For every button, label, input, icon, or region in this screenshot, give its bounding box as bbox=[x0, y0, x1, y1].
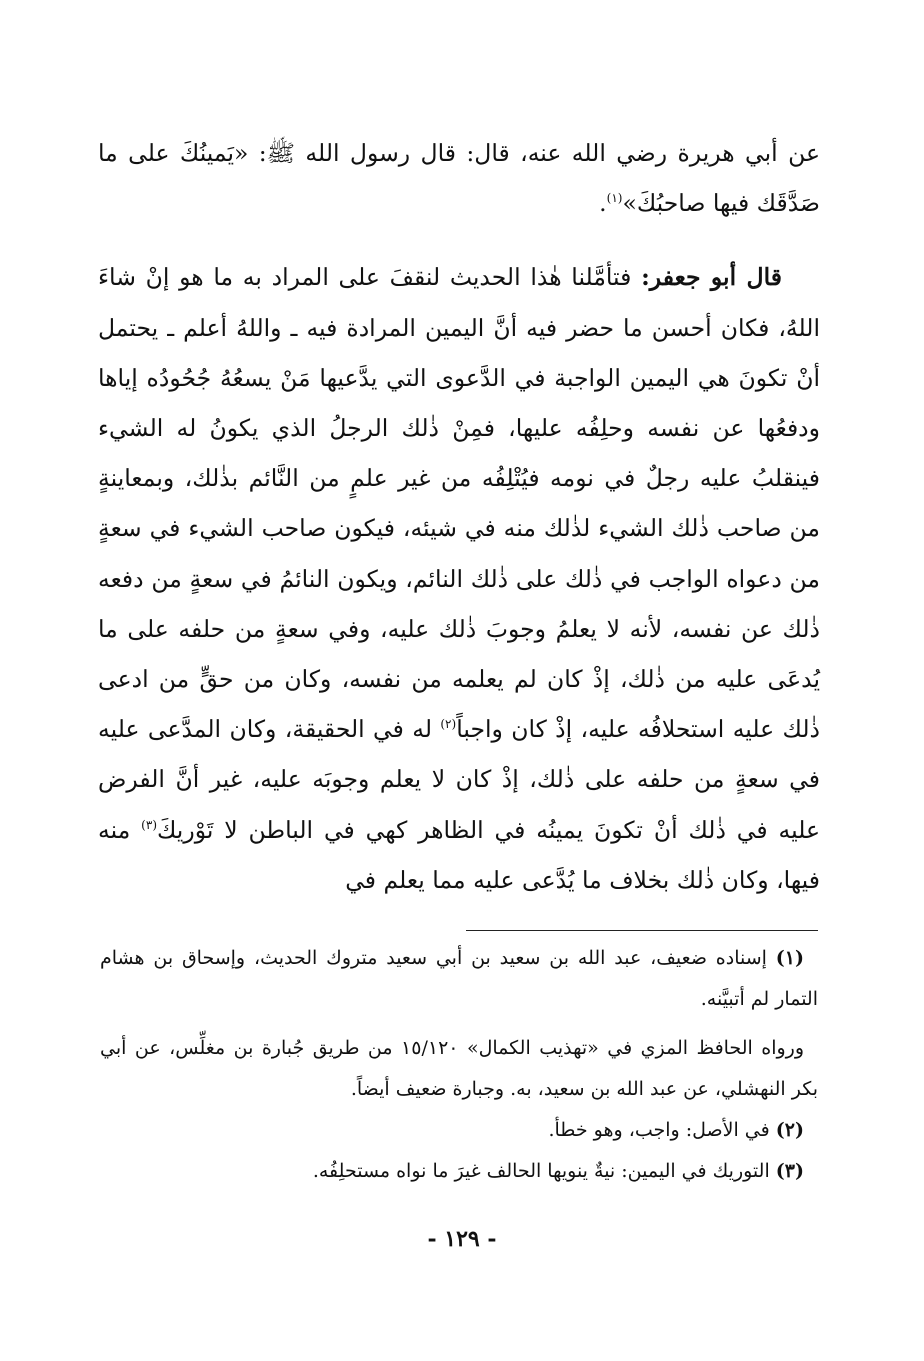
commentary-text-c: منه فيها، وكان ذٰلك بخلاف ما يُدَّعى عليه مما يعلم في bbox=[98, 815, 820, 894]
footnote-ref-3: (٣) bbox=[141, 817, 157, 832]
commentary-paragraph bbox=[98, 252, 820, 905]
footnote-2-text: في الأصل: واجب، وهو خطأ. bbox=[548, 1119, 776, 1141]
footnote-3-text: التوريك في اليمين: نيةٌ ينويها الحالف غيرَ ما نواه مستحلِفُه. bbox=[312, 1160, 776, 1182]
speaker-label: قال أبو جعفر: bbox=[641, 263, 782, 292]
footnote-ref-1: (١) bbox=[606, 191, 623, 206]
footnote-3 bbox=[100, 1151, 818, 1192]
footnote-2 bbox=[100, 1110, 818, 1151]
footnote-1-number: (١) bbox=[775, 947, 804, 969]
footnote-1 bbox=[100, 938, 818, 1020]
footnote-1-text: إسناده ضعيف، عبد الله بن سعيد بن أبي سعيد متروك الحديث، وإسحاق بن هشام التمار لم أتبيَّنه. bbox=[100, 947, 818, 1010]
commentary-text-a: فتأمَّلنا هٰذا الحديث لنقفَ على المراد به ما هو إنْ شاءَ اللهُ، فكان أحسن ما حضر فيه أنَّ اليمين المرادة فيه ـ واللهُ أعلم ـ يحتمل أنْ تكونَ هي اليمين الواجبة في الدَّعوى التي يدَّعيها مَنْ يسعُهُ جُحُودُه إياها ودفعُها عن نفسه وحلِفُه عليها، فمِنْ ذٰلك الرجلُ الذي يكونُ له الشيء فينقلبُ عليه رجلٌ في نومه فيُتْلِفُه من غير علمٍ من النَّائم بذٰلك، وبمعاينةٍ من صاحب ذٰلك الشيء لذٰلك منه في شيئه، فيكون صاحب الشيء في سعةٍ من دعواه الواجب في ذٰلك على ذٰلك النائم، ويكون النائمُ في سعةٍ من دفعه ذٰلك عن نفسه، لأنه لا يعلمُ وجوبَ ذٰلك عليه، وفي سعةٍ من حلفه على ما يُدعَى عليه من ذٰلك، إذْ كان لم يعلمه من نفسه، وكان من حقٍّ من ادعى ذٰلك عليه استحلافُه عليه، إذْ كان واجباً bbox=[98, 263, 820, 744]
footnote-2-number: (٢) bbox=[775, 1119, 804, 1141]
main-text bbox=[98, 128, 820, 905]
footnotes bbox=[100, 938, 818, 1192]
hadith-paragraph bbox=[98, 128, 820, 228]
footnote-1-continuation: ورواه الحافظ المزي في «تهذيب الكمال» ١٥/١٢٠ من طريق جُبارة بن مغلِّس، عن أبي بكر النهشلي، عن عبد الله بن سعيد، به. وجبارة ضعيف أيضاً. bbox=[100, 1037, 818, 1100]
page-number: - ١٢٩ - bbox=[427, 1226, 497, 1252]
footnote-divider bbox=[466, 930, 818, 931]
hadith-text: عن أبي هريرة رضي الله عنه، قال: قال رسول الله ﷺ: «يَمينُكَ على ما صَدَّقَك فيها صاحبُكَ» bbox=[98, 139, 820, 218]
hadith-end: . bbox=[599, 189, 607, 218]
footnote-3-number: (٣) bbox=[775, 1160, 804, 1182]
footnote-ref-2: (٢) bbox=[440, 717, 457, 732]
commentary-text-b: له في الحقيقة، وكان المدَّعى عليه في سعةٍ من حلفه على ذٰلك، إذْ كان لا يعلم وجوبَه عليه، غير أنَّ الفرض عليه في ذٰلك أنْ تكونَ يمينُه في الظاهر كهي في الباطن لا تَوْريكَ bbox=[98, 715, 820, 844]
